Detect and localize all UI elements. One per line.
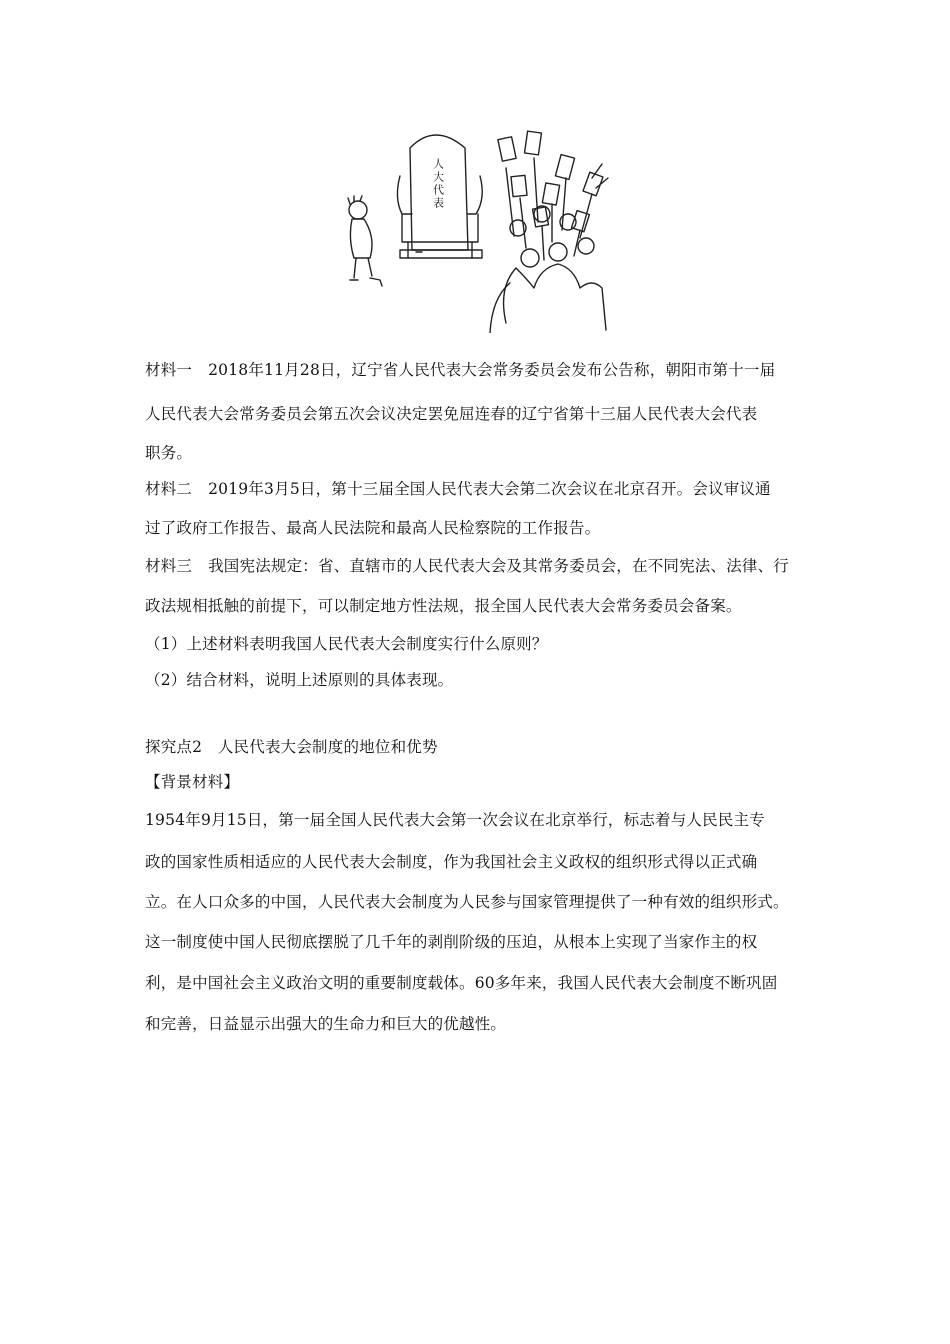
section-line-1: 1954年9月15日，第一届全国人民代表大会第一次会议在北京举行，标志着与人民民主专 <box>145 811 765 829</box>
cartoon-illustration <box>330 118 610 333</box>
section-line-5: 利，是中国社会主义政治文明的重要制度载体。60多年来，我国人民代表大会制度不断巩固 <box>145 974 778 992</box>
material-3-line-1: 材料三 我国宪法规定：省、直辖市的人民代表大会及其常务委员会，在不同宪法、法律、行 <box>145 557 790 575</box>
material-3-label: 材料三 <box>145 557 193 575</box>
material-2-line-2: 过了政府工作报告、最高人民法院和最高人民检察院的工作报告。 <box>145 519 601 537</box>
section-title: 探究点2 人民代表大会制度的地位和优势 <box>145 738 438 756</box>
material-2-line-1: 材料二 2019年3月5日，第十三届全国人民代表大会第二次会议在北京召开。会议审议通 <box>145 480 771 498</box>
section-line-6: 和完善，日益显示出强大的生命力和巨大的优越性。 <box>145 1015 507 1033</box>
material-1-line-3: 职务。 <box>145 444 193 462</box>
chair-base <box>400 250 482 258</box>
material-1-line-2: 人民代表大会常务委员会第五次会议决定罢免屈连春的辽宁省第十三届人民代表大会代表 <box>145 405 758 423</box>
chair-label: 人大代表 <box>431 158 445 210</box>
section-line-4: 这一制度使中国人民彻底摆脱了几千年的剥削阶级的压迫，从根本上实现了当家作主的权 <box>145 933 758 951</box>
material-1-line-1: 材料一 2018年11月28日，辽宁省人民代表大会常务委员会发布公告称，朝阳市第十一届 <box>145 361 776 379</box>
section-line-3: 立。在人口众多的中国，人民代表大会制度为人民参与国家管理提供了一种有效的组织形式。 <box>145 893 789 911</box>
boy-head <box>349 201 367 219</box>
question-2: （2）结合材料，说明上述原则的具体表现。 <box>145 671 454 689</box>
material-3-line-2: 政法规相抵触的前提下，可以制定地方性法规，报全国人民代表大会常务委员会备案。 <box>145 597 742 615</box>
material-2-label: 材料二 <box>145 480 193 498</box>
section-line-2: 政的国家性质相适应的人民代表大会制度，作为我国社会主义政权的组织形式得以正式确 <box>145 853 758 871</box>
background-label: 【背景材料】 <box>145 773 240 791</box>
material-1-label: 材料一 <box>145 361 193 379</box>
question-1: （1）上述材料表明我国人民代表大会制度实行什么原则？ <box>145 635 548 653</box>
